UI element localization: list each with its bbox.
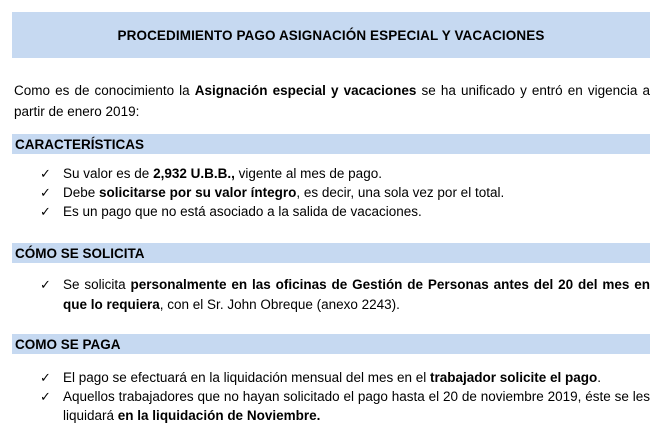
item-text-bold: solicitarse por su valor íntegro: [99, 185, 297, 200]
section-header-como-se-solicita: [12, 243, 650, 263]
checkmark-icon: ✓: [40, 370, 51, 385]
item-text-bold: personalmente en las oficinas de Gestión de Personas antes del 20 del mes en que lo requiera: [63, 277, 650, 312]
checkmark-icon: ✓: [40, 389, 51, 404]
list-item: [0, 164, 650, 183]
item-text-pre: Su valor es de: [63, 166, 154, 181]
intro-paragraph: [14, 80, 650, 122]
section-header-como-se-paga-label: COMO SE PAGA: [15, 337, 121, 352]
item-text-pre: Es un pago que no está asociado a la salida de vacaciones.: [63, 204, 422, 219]
item-text-post: , es decir, una sola vez por el total.: [296, 185, 505, 200]
section-header-como-se-solicita-label: CÓMO SE SOLICITA: [15, 246, 145, 261]
list-item: [0, 368, 650, 387]
item-text-post: , con el Sr. John Obreque (anexo 2243).: [159, 297, 400, 312]
item-text-post: .: [597, 370, 602, 385]
item-text-pre: Aquellos trabajadores que no hayan solicitado el pago hasta el 20 de noviembre 2019, éste se les liquidará: [63, 389, 650, 423]
intro-text-bold: Asignación especial y vacaciones: [194, 83, 417, 98]
document-title-text: PROCEDIMIENTO PAGO ASIGNACIÓN ESPECIAL Y VACACIONES: [117, 27, 545, 43]
checkmark-icon: ✓: [40, 185, 51, 200]
list-item: [0, 275, 650, 315]
section-header-como-se-paga: [12, 334, 650, 354]
list-item: [0, 202, 650, 221]
como-se-solicita-list: [0, 275, 650, 315]
checkmark-icon: ✓: [40, 166, 51, 181]
item-text-bold: trabajador solicite el pago: [429, 370, 598, 385]
como-se-paga-list: [0, 368, 650, 425]
item-text-pre: Se solicita: [63, 277, 131, 292]
list-item: [0, 183, 650, 202]
item-text-bold: 2,932 U.B.B.,: [153, 166, 235, 181]
checkmark-icon: ✓: [40, 204, 51, 219]
section-header-caracteristicas: [12, 134, 650, 154]
intro-text-post: se ha unificado y entró en vigencia a partir de enero 2019:: [14, 83, 650, 119]
item-text-pre: Debe: [63, 185, 100, 200]
list-item: [0, 387, 650, 425]
caracteristicas-list: [0, 164, 650, 221]
item-text-post: vigente al mes de pago.: [234, 166, 382, 181]
intro-text-pre: Como es de conocimiento la: [14, 83, 195, 98]
item-text-bold: en la liquidación de Noviembre.: [117, 408, 321, 423]
item-text-pre: El pago se efectuará en la liquidación mensual del mes en el: [63, 370, 430, 385]
document-title: [12, 12, 650, 58]
checkmark-icon: ✓: [40, 277, 51, 292]
section-header-caracteristicas-label: CARACTERÍSTICAS: [15, 137, 145, 152]
